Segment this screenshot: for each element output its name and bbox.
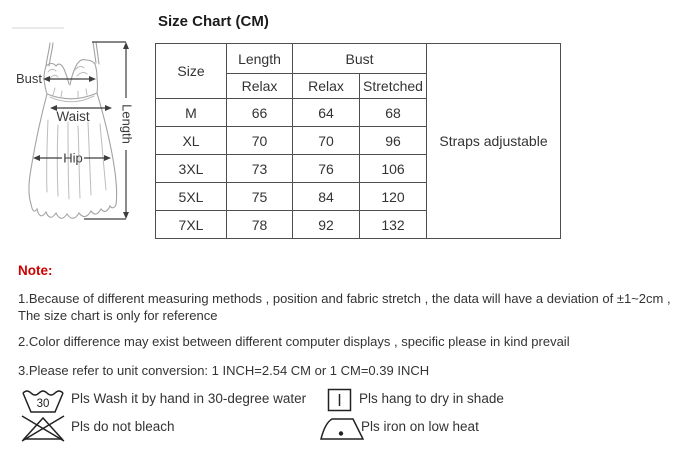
size-cell: XL	[156, 127, 227, 155]
dress-measurement-diagram	[0, 0, 155, 250]
col-header-length: Length	[227, 44, 293, 74]
size-chart-title: Size Chart (CM)	[158, 13, 269, 30]
note-1-line-1: 1.Because of different measuring methods , position and fabric stretch , the data will have a deviation of ±1~2cm ,	[18, 291, 671, 306]
size-cell: 3XL	[156, 155, 227, 183]
col-header-bust-relax: Relax	[293, 74, 360, 99]
length-label: Length	[119, 104, 135, 144]
hang-dry-icon	[327, 388, 352, 412]
length-relax-cell: 75	[227, 183, 293, 211]
bust-relax-cell: 92	[293, 211, 360, 239]
note-heading: Note:	[18, 263, 53, 278]
wash-label: Pls Wash it by hand in 30-degree water	[71, 391, 307, 406]
length-relax-cell: 78	[227, 211, 293, 239]
size-cell: 5XL	[156, 183, 227, 211]
col-header-bust-stretched: Stretched	[360, 74, 427, 99]
col-header-bust: Bust	[293, 44, 427, 74]
waist-label: Waist	[56, 109, 90, 124]
bust-stretched-cell: 120	[360, 183, 427, 211]
do-not-bleach-icon	[19, 414, 67, 442]
bust-stretched-cell: 106	[360, 155, 427, 183]
bust-stretched-cell: 96	[360, 127, 427, 155]
dress-sketch	[29, 42, 117, 218]
hip-label: Hip	[63, 150, 83, 166]
straps-note-cell: Straps adjustable	[427, 44, 561, 239]
hang-dry-label: Pls hang to dry in shade	[359, 391, 504, 406]
bust-stretched-cell: 132	[360, 211, 427, 239]
bust-relax-cell: 64	[293, 99, 360, 127]
bust-relax-cell: 76	[293, 155, 360, 183]
note-2: 2.Color difference may exist between different computer displays , specific please in kind prevail	[18, 334, 570, 349]
notes-section	[18, 262, 694, 391]
note-1	[18, 290, 694, 324]
col-header-length-relax: Relax	[227, 74, 293, 99]
bust-relax-cell: 84	[293, 183, 360, 211]
wash-tub-30-icon	[20, 388, 66, 414]
length-relax-cell: 66	[227, 99, 293, 127]
col-header-size: Size	[156, 44, 227, 99]
wash-temp: 30	[36, 398, 50, 410]
iron-label: Pls iron on low heat	[361, 419, 479, 434]
size-cell: M	[156, 99, 227, 127]
size-chart-table	[155, 43, 561, 239]
note-1-line-2: The size chart is only for reference	[18, 308, 218, 323]
size-cell: 7XL	[156, 211, 227, 239]
bust-relax-cell: 70	[293, 127, 360, 155]
length-relax-cell: 73	[227, 155, 293, 183]
length-relax-cell: 70	[227, 127, 293, 155]
do-not-bleach-label: Pls do not bleach	[71, 419, 175, 434]
bust-stretched-cell: 68	[360, 99, 427, 127]
iron-icon	[320, 414, 364, 441]
note-3: 3.Please refer to unit conversion: 1 INCH=2.54 CM or 1 CM=0.39 INCH	[18, 363, 430, 378]
bust-label: Bust	[15, 71, 42, 86]
